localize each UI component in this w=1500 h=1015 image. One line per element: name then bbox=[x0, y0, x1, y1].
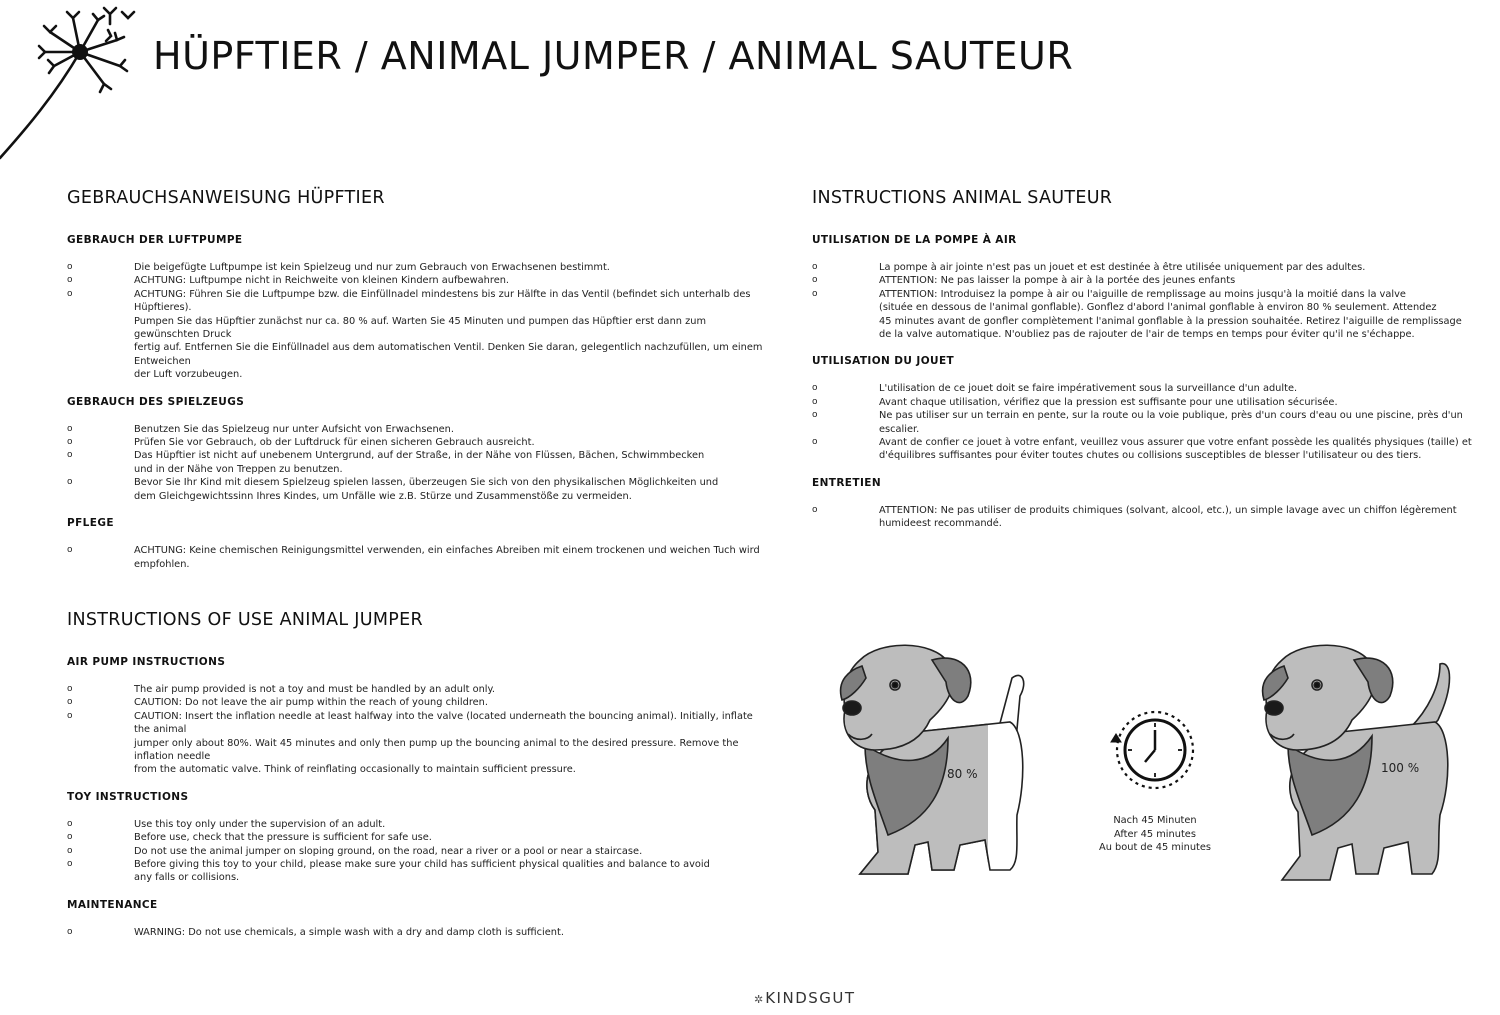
wait-time-label bbox=[1090, 814, 1220, 855]
english-heading-maintenance: MAINTENANCE bbox=[67, 898, 158, 911]
list-item: o Avant chaque utilisation, vérifiez que la pression est suffisante pour une utilisation sécurisée. bbox=[812, 396, 1338, 408]
list-item: o ACHTUNG: Luftpumpe nicht in Reichweite von kleinen Kindern aufbewahren. bbox=[67, 275, 510, 287]
list-item: o The air pump provided is not a toy and must be handled by an adult only. bbox=[67, 684, 496, 695]
clock-icon bbox=[1111, 712, 1193, 788]
list-item: o Ne pas utiliser sur un terrain en pente, sur la route ou la voie publique, près d'un cours d'eau ou une piscine, près d'un escalier. bbox=[812, 410, 1463, 435]
list-item: o ATTENTION: Introduisez la pompe à air ou l'aiguille de remplissage au moins jusqu'à la moitié dans la valve (située en dessous de l'animal gonflable). Gonflez d'abord l'animal gonflable à environ 80 % seulement. Attendez 45 minutes avant de gonfler complètement l'animal gonflable à la pression souhaitée. Retirez l'aiguille de remplissage de la valve automatique. N'oubliez pas de rajouter de l'air de temps en temps pour éviter qu'il ne s'échappe. bbox=[812, 288, 1462, 341]
wait-label-en: After 45 minutes bbox=[1114, 828, 1196, 840]
list-item: o Das Hüpftier ist nicht auf unebenem Untergrund, auf der Straße, in der Nähe von Flüssen, Bächen, Schwimmbecken und in der Nähe von Treppen zu benutzen. bbox=[67, 450, 705, 475]
french-toy-list bbox=[812, 382, 1500, 462]
list-item: o Die beigefügte Luftpumpe ist kein Spielzeug und nur zum Gebrauch von Erwachsenen bestimmt. bbox=[67, 262, 610, 273]
french-pump-list bbox=[812, 261, 1500, 341]
dog-full-icon bbox=[1263, 645, 1450, 880]
inflation-illustration bbox=[820, 630, 1490, 900]
page-title: HÜPFTIER / ANIMAL JUMPER / ANIMAL SAUTEUR bbox=[153, 34, 1074, 78]
english-heading-toy: TOY INSTRUCTIONS bbox=[67, 790, 189, 803]
list-item: o Before giving this toy to your child, please make sure your child has sufficient physical qualities and balance to avoid any falls or collisions. bbox=[67, 859, 710, 884]
french-section bbox=[812, 188, 1500, 545]
dandelion-logo-icon bbox=[0, 0, 140, 165]
german-toy-list bbox=[67, 423, 767, 503]
english-heading-pump: AIR PUMP INSTRUCTIONS bbox=[67, 656, 226, 668]
french-heading-care: ENTRETIEN bbox=[812, 476, 882, 489]
german-pump-list bbox=[67, 261, 767, 382]
list-item: o Do not use the animal jumper on sloping ground, on the road, near a river or a pool or near a staircase. bbox=[67, 845, 643, 857]
wait-label-fr: Au bout de 45 minutes bbox=[1099, 842, 1211, 853]
list-item: o ATTENTION: Ne pas utiliser de produits chimiques (solvant, alcool, etc.), un simple lavage avec un chiffon légèrement humideest recommandé. bbox=[812, 504, 1457, 530]
english-title: INSTRUCTIONS OF USE ANIMAL JUMPER bbox=[67, 610, 423, 630]
english-maintenance-list bbox=[67, 926, 767, 939]
dog-partial-icon bbox=[841, 645, 1024, 874]
english-toy-list bbox=[67, 818, 767, 885]
german-care-list bbox=[67, 544, 767, 571]
list-item: o Before use, check that the pressure is sufficient for safe use. bbox=[67, 832, 432, 844]
english-pump-list bbox=[67, 683, 767, 777]
french-heading-toy: UTILISATION DU JOUET bbox=[812, 355, 955, 368]
german-heading-pump: GEBRAUCH DER LUFTPUMPE bbox=[67, 234, 243, 246]
list-item: o ATTENTION: Ne pas laisser la pompe à air à la portée des jeunes enfants bbox=[812, 275, 1236, 287]
german-heading-care: PFLEGE bbox=[67, 517, 114, 530]
french-title: INSTRUCTIONS ANIMAL SAUTEUR bbox=[812, 188, 1113, 208]
dandelion-mini-icon: ✲ bbox=[754, 993, 764, 1006]
wait-label-de: Nach 45 Minuten bbox=[1113, 815, 1197, 826]
list-item: o WARNING: Do not use chemicals, a simple wash with a dry and damp cloth is sufficient. bbox=[67, 926, 564, 938]
partial-inflation-label: 80 % bbox=[947, 767, 978, 781]
german-section bbox=[67, 188, 767, 585]
list-item: o Benutzen Sie das Spielzeug nur unter Aufsicht von Erwachsenen. bbox=[67, 423, 455, 435]
english-section bbox=[67, 610, 767, 953]
list-item: o Prüfen Sie vor Gebrauch, ob der Luftdruck für einen sicheren Gebrauch ausreicht. bbox=[67, 437, 535, 449]
french-care-list bbox=[812, 504, 1500, 531]
german-title: GEBRAUCHSANWEISUNG HÜPFTIER bbox=[67, 188, 385, 208]
german-heading-toy: GEBRAUCH DES SPIELZEUGS bbox=[67, 395, 245, 408]
list-item: o ACHTUNG: Führen Sie die Luftpumpe bzw. die Einfüllnadel mindestens bis zur Hälfte in das Ventil (befindet sich unterhalb des Hüpftieres). Pumpen Sie das Hüpftier zunächst nur ca. 80 % auf. Warten Sie 45 Minuten und pumpen das Hüpftier erst dann zum gewünschten Druck fertig auf. Entfernen Sie die Einfüllnadel aus dem automatischen Ventil. Denken Sie daran, gelegentlich nachzufüllen, um einem Entweichen der Luft vorzubeugen. bbox=[67, 288, 763, 381]
list-item: o Use this toy only under the supervision of an adult. bbox=[67, 818, 386, 830]
list-item: o Avant de confier ce jouet à votre enfant, veuillez vous assurer que votre enfant possède les qualités physiques (taille) et d'équilibres suffisantes pour éviter toutes chutes ou collisions susceptibles de blesser l'utilisateur ou des tiers. bbox=[812, 437, 1472, 462]
list-item: o L'utilisation de ce jouet doit se faire impérativement sous la surveillance d'un adulte. bbox=[812, 383, 1298, 395]
list-item: o ACHTUNG: Keine chemischen Reinigungsmittel verwenden, ein einfaches Abreiben mit einem trockenen und weichen Tuch wird empfohlen. bbox=[67, 545, 760, 570]
french-heading-pump: UTILISATION DE LA POMPE À AIR bbox=[812, 234, 1017, 246]
list-item: o CAUTION: Insert the inflation needle at least halfway into the valve (located underneath the bouncing animal). Initially, inflate the animal jumper only about 80%. Wait 45 minutes and only then pump up the bouncing animal to the desired pressure. Remove the inflation needle from the automatic valve. Think of reinflating occasionally to maintain sufficient pressure. bbox=[67, 710, 753, 776]
brand-footer bbox=[754, 989, 856, 1007]
list-item: o CAUTION: Do not leave the air pump within the reach of young children. bbox=[67, 697, 489, 709]
list-item: o La pompe à air jointe n'est pas un jouet et est destinée à être utilisée uniquement par des adultes. bbox=[812, 262, 1366, 273]
brand-name: KINDSGUT bbox=[765, 989, 856, 1007]
full-inflation-label: 100 % bbox=[1381, 761, 1420, 775]
list-item: o Bevor Sie Ihr Kind mit diesem Spielzeug spielen lassen, überzeugen Sie sich von den physikalischen Möglichkeiten und dem Gleichgewichtssinn Ihres Kindes, um Unfälle wie z.B. Stürze und Zusammenstöße zu vermeiden. bbox=[67, 477, 719, 502]
